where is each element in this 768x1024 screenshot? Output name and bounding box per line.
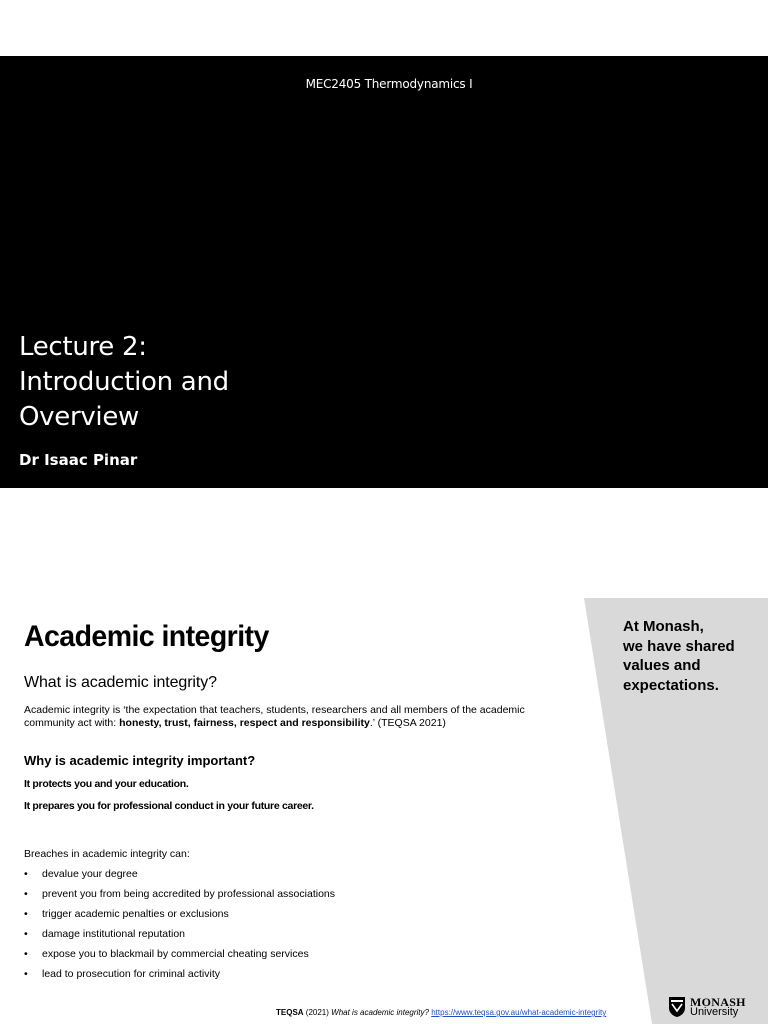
bullet: • (24, 868, 28, 880)
list-item (24, 868, 335, 888)
list-item (24, 928, 335, 948)
list-item-text: damage institutional reputation (42, 928, 186, 940)
list-item-text: trigger academic penalties or exclusions (42, 908, 229, 920)
logo-wordmark-line-1: MONASH (690, 995, 746, 1009)
side-line-1: At Monash, (623, 618, 704, 635)
bullet: • (24, 968, 28, 980)
bullet: • (24, 888, 28, 900)
lecture-title (19, 330, 229, 435)
why-subheading: Why is academic integrity important? (24, 753, 256, 768)
citation-year: (2021) (305, 1008, 329, 1017)
course-label: MEC2405 Thermodynamics I (305, 77, 473, 91)
side-line-2: we have shared (623, 637, 735, 655)
what-subheading: What is academic integrity? (24, 674, 217, 691)
list-item (24, 888, 335, 908)
citation (276, 1008, 606, 1017)
citation-link[interactable]: https://www.teqsa.gov.au/what-academic-integrity (431, 1008, 607, 1017)
citation-work: What is academic integrity? (331, 1008, 429, 1017)
definition-start: Academic integrity is ‘the expectation that teachers, students, researchers and all members of the academic community act with: (24, 704, 525, 729)
logo-wordmark-line-2: University (690, 1006, 739, 1018)
list-item-text: prevent you from being accredited by professional associations (42, 888, 335, 900)
lecture-title-line-1: Lecture 2: (19, 332, 147, 362)
list-item-text: devalue your degree (42, 868, 138, 880)
author-name: Dr Isaac Pinar (19, 451, 138, 469)
list-item (24, 968, 335, 988)
side-line-4: expectations. (623, 676, 719, 694)
definition-values: honesty, trust, fairness, respect and responsibility (119, 717, 370, 729)
monash-crest-icon (668, 996, 686, 1018)
side-line-3: values and (623, 657, 701, 674)
side-statement (623, 617, 763, 695)
list-item (24, 908, 335, 928)
bullet: • (24, 948, 28, 960)
slide-heading: Academic integrity (24, 620, 269, 653)
academic-integrity-slide (0, 598, 768, 1024)
title-slide (0, 56, 768, 488)
breach-list (24, 868, 335, 988)
list-item (24, 948, 335, 968)
monash-logo (668, 995, 748, 1019)
breach-intro: Breaches in academic integrity can: (24, 848, 190, 860)
bullet: • (24, 908, 28, 920)
importance-point: It protects you and your education. (24, 778, 189, 790)
definition-text (24, 704, 544, 730)
importance-point: It prepares you for professional conduct in your future career. (24, 800, 314, 812)
list-item-text: lead to prosecution for criminal activity (42, 968, 220, 980)
bullet: • (24, 928, 28, 940)
lecture-title-line-3: Overview (19, 402, 140, 432)
list-item-text: expose you to blackmail by commercial cheating services (42, 948, 309, 960)
citation-source: TEQSA (276, 1008, 304, 1017)
lecture-title-line-2: Introduction and (19, 367, 229, 397)
definition-end: .’ (TEQSA 2021) (369, 717, 446, 729)
